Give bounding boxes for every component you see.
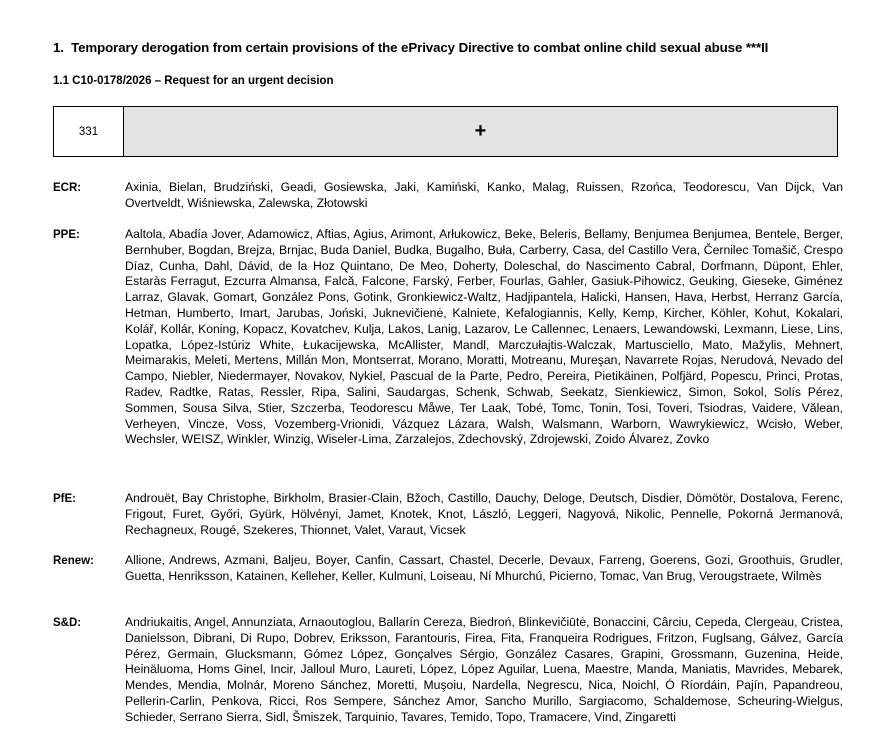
vote-result-symbol: + [124, 107, 837, 156]
group-ecr [53, 180, 843, 212]
document-subtitle: 1.1 C10-0178/2026 – Request for an urgent decision [53, 75, 334, 87]
group-members: Axinia, Bielan, Brudziński, Geadi, Gosiewska, Jaki, Kamiński, Kanko, Malag, Ruissen, Rzońca, Teodorescu, Van Dijck, Van Overtveldt, Wiśniewska, Zalewska, Złotowski [125, 180, 843, 210]
group-ppe [53, 227, 843, 448]
group-members: Aaltola, Abadía Jover, Adamowicz, Aftias, Agius, Arimont, Arłukowicz, Beke, Beleris, Bellamy, Benjumea Benjumea, Bentele, Berger, Bernhuber, Bogdan, Brejza, Brnjac, Buda Daniel, Budka, Bugalho, Buła, Carberry, Casa, del Castillo Vera, Černilec Tomašič, Crespo Díaz, Cunha, Dahl, Dávid, de la Hoz Quintano, De Meo, Doherty, Doleschal, do Nascimento Cabral, Dorfmann, Düpont, Ehler, Estaràs Ferragut, Ezcurra Almansa, Falcă, Falcone, Farský, Ferber, Fourlas, Gahler, Gasiuk-Pihowicz, Geuking, Gieseke, Giménez Larraz, Glavak, Gomart, González Pons, Gotink, Gronkiewicz-Waltz, Hadjipantela, Halicki, Hansen, Hava, Herbst, Herranz García, Hetman, Humberto, Imart, Jarubas, Joński, Juknevičienė, Kalniete, Kefalogiannis, Kelly, Kemp, Kircher, Köhler, Kohut, Kokalari, Kolář, Kollár, Koning, Kopacz, Kovatchev, Kulja, Lakos, Lanig, Lazarov, Le Callennec, Lenaers, Lewandowski, Lexmann, Liese, Lins, Lopatka, López-Istúriz White, Łukacijewska, McAllister, Mandl, Marczułajtis-Walczak, Martusciello, Mato, Mažylis, Mehnert, Meimarakis, Meleti, Mertens, Millán Mon, Montserrat, Morano, Moratti, Motreanu, Mureşan, Navarrete Rojas, Nerudová, Nevado del Campo, Niebler, Niedermayer, Novakov, Nykiel, Pascual de la Parte, Pedro, Pereira, Pietikäinen, Polfjärd, Popescu, Princi, Protas, Radev, Radtke, Ratas, Ressler, Ripa, Salini, Saudargas, Schenk, Schwab, Seekatz, Sienkiewicz, Simon, Sokol, Solís Pérez, Sommen, Sousa Silva, Stier, Szczerba, Teodorescu Måwe, Ter Laak, Tobé, Tomc, Tonin, Tosi, Toveri, Tsiodras, Vaidere, Vălean, Verheyen, Vincze, Voss, Vozemberg-Vrionidi, Vázquez Lázara, Walsh, Walsmann, Warborn, Wawrykiewicz, Wcisło, Weber, Wechsler, WEISZ, Winkler, Winzig, Wiseler-Lima, Zarzalejos, Zdechovský, Zdrojewski, Zoido Álvarez, Zovko [125, 227, 843, 447]
group-label: Renew: [53, 554, 94, 567]
group-sd [53, 615, 843, 726]
vote-count: 331 [54, 107, 124, 156]
group-members: Androuët, Bay Christophe, Birkholm, Brasier-Clain, Bžoch, Castillo, Dauchy, Deloge, Deutsch, Disdier, Dömötör, Dostalova, Ferenc, Frigout, Furet, Győri, Gyürk, Hölvényi, Jamet, Knotek, Knot, László, Leggeri, Nagyová, Nikolic, Pennelle, Pokorná Jermanová, Rechagneux, Rougé, Szekeres, Thionnet, Valet, Varaut, Vicsek [125, 491, 843, 537]
group-label: PfE: [53, 492, 76, 505]
group-members: Allione, Andrews, Azmani, Baljeu, Boyer, Canfin, Cassart, Chastel, Decerle, Devaux, Farreng, Goerens, Gozi, Groothuis, Grudler, Guetta, Henriksson, Katainen, Kelleher, Keller, Kulmuni, Loiseau, Ní Mhurchú, Picierno, Tomac, Van Brug, Verougstraete, Wilmès [125, 553, 843, 583]
group-pfe [53, 491, 843, 538]
group-label: ECR: [53, 181, 82, 194]
group-label: PPE: [53, 228, 80, 241]
document-title: 1. Temporary derogation from certain provisions of the ePrivacy Directive to combat online child sexual abuse ***II [53, 40, 769, 55]
group-members: Andriukaitis, Angel, Annunziata, Arnaoutoglou, Ballarín Cereza, Biedroń, Blinkevičiūtė, Bonaccini, Cârciu, Cepeda, Clergeau, Cristea, Danielsson, Dibrani, Di Rupo, Dobrev, Eriksson, Farantouris, Firea, Fita, Franqueira Rodrigues, Fritzon, Fuglsang, Gálvez, García Pérez, Germain, Glucksmann, Gómez López, Gonçalves Sérgio, González Casares, Grapini, Grossmann, Guzenina, Heide, Heinäluoma, Homs Ginel, Incir, Jalloul Muro, Laureti, López, López Aguilar, Luena, Maestre, Manda, Maniatis, Mavrides, Mebarek, Mendes, Mendia, Molnár, Moreno Sánchez, Moretti, Muşoiu, Nardella, Negrescu, Nica, Noichl, Ó Ríordáin, Pajín, Papandreou, Pellerin-Carlin, Penkova, Ricci, Ros Sempere, Sánchez Amor, Sancho Murillo, Sargiacomo, Schaldemose, Scheuring-Wielgus, Schieder, Serrano Sierra, Sidl, Šmiszek, Tarquinio, Tavares, Temido, Topo, Tramacere, Vind, Zingaretti [125, 615, 843, 724]
vote-result-box [53, 106, 838, 157]
group-renew [53, 553, 843, 585]
group-label: S&D: [53, 616, 82, 629]
